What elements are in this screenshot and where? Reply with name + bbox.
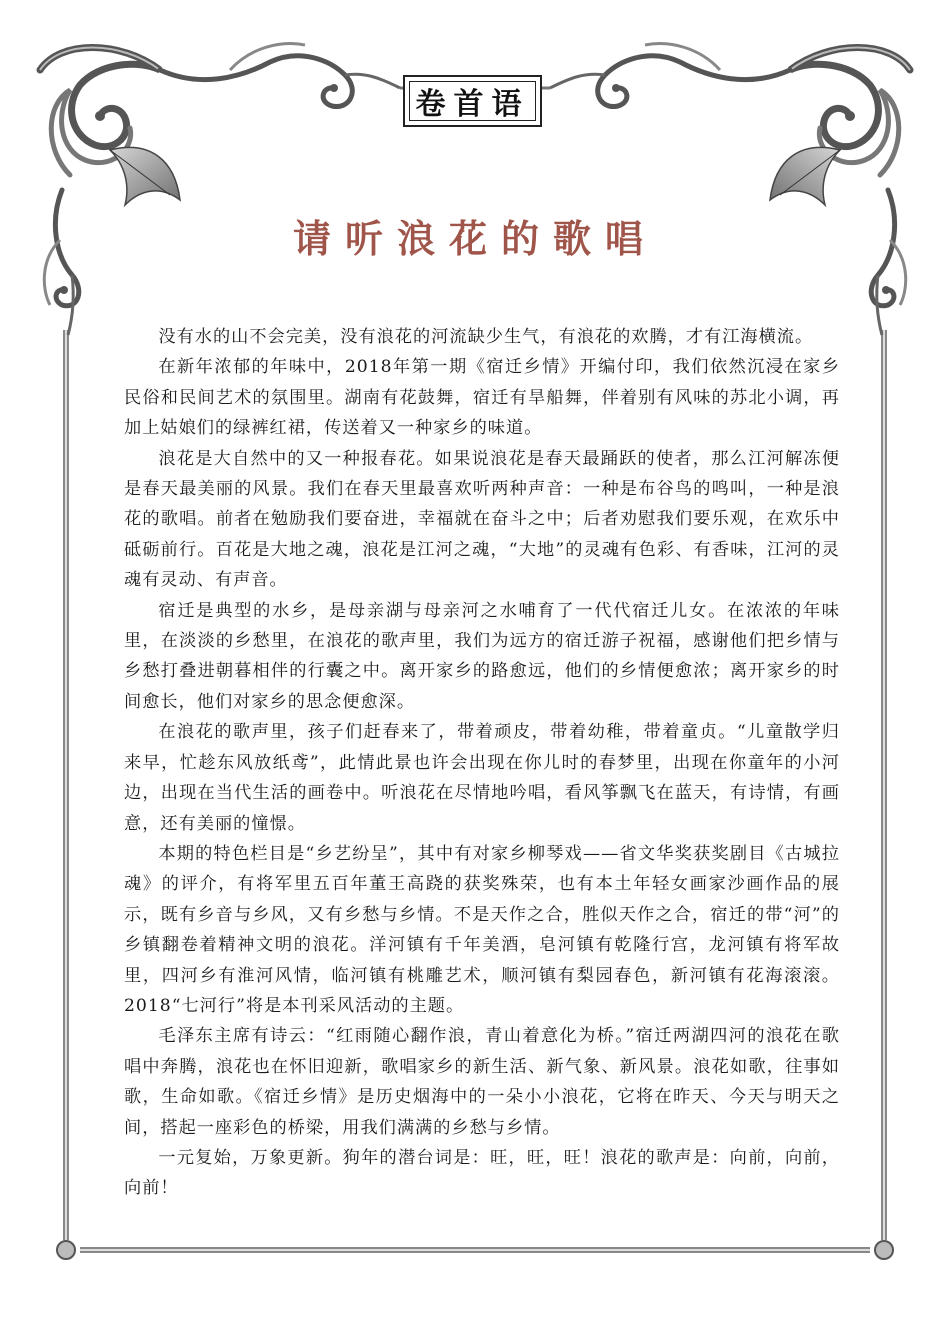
section-label: 卷首语 xyxy=(415,87,530,122)
paragraph: 没有水的山不会完美，没有浪花的河流缺少生气，有浪花的欢腾，才有江海横流。 xyxy=(158,327,814,347)
paragraph: 宿迁是典型的水乡，是母亲湖与母亲河之水哺育了一代代宿迁儿女。在浓浓的年味里，在淡淡的乡愁里，在浪花的歌声里，我们为远方的宿迁游子祝福，感谢他们把乡情与乡愁打叠进朝暮相伴的行囊之中。离开家乡的路愈远，他们的乡情便愈浓；离开家乡的时间愈长，他们对家乡的思念便愈深。 xyxy=(124,600,840,712)
paragraph: 浪花是大自然中的又一种报春花。如果说浪花是春天最踊跃的使者，那么江河解冻便是春天最美丽的风景。我们在春天里最喜欢听两种声音：一种是布谷鸟的鸣叫，一种是浪花的歌唱。前者在勉励我们要奋进，幸福就在奋斗之中；后者劝慰我们要乐观，在欢乐中砥砺前行。百花是大地之魂，浪花是江河之魂，“大地”的灵魂有色彩、有香味，江河的灵魂有灵动、有声音。 xyxy=(124,448,840,591)
paragraph: 本期的特色栏目是“乡艺纷呈”，其中有对家乡柳琴戏——省文华奖获奖剧目《古城拉魂》的评介，有将军里五百年董王高跷的获奖殊荣，也有本土年轻女画家沙画作品的展示，既有乡音与乡风，又有乡愁与乡情。不是天作之合，胜似天作之合，宿迁的带“河”的乡镇翻卷着精神文明的浪花。洋河镇有千年美酒，皂河镇有乾隆行宫，龙河镇有将军故里，四河乡有淮河风情，临河镇有桃雕艺术，顺河镇有梨园春色，新河镇有花海滚滚。2018“七河行”将是本刊采风活动的主题。 xyxy=(124,843,840,1016)
article-title: 请听浪花的歌唱 xyxy=(292,216,657,261)
paragraph: 在新年浓郁的年味中，2018年第一期《宿迁乡情》开编付印，我们依然沉浸在家乡民俗和民间艺术的氛围里。湖南有花鼓舞，宿迁有旱船舞，伴着别有风味的苏北小调，再加上姑娘们的绿裤红裙，传送着又一种家乡的味道。 xyxy=(124,357,840,439)
section-label-box xyxy=(403,75,542,127)
article-body xyxy=(124,322,840,1204)
paragraph: 一元复始，万象更新。狗年的潜台词是：旺，旺，旺！浪花的歌声是：向前，向前，向前！ xyxy=(124,1147,840,1199)
paragraph: 毛泽东主席有诗云：“红雨随心翻作浪，青山着意化为桥。”宿迁两湖四河的浪花在歌唱中奔腾，浪花也在怀旧迎新，歌唱家乡的新生活、新气象、新风景。浪花如歌，往事如歌，生命如歌。《宿迁乡情》是历史烟海中的一朵小小浪花，它将在昨天、今天与明天之间，搭起一座彩色的桥梁，用我们满满的乡愁与乡情。 xyxy=(124,1026,840,1138)
paragraph: 在浪花的歌声里，孩子们赶春来了，带着顽皮，带着幼稚，带着童贞。“儿童散学归来早，忙趁东风放纸鸢”，此情此景也许会出现在你儿时的春梦里，出现在你童年的小河边，出现在当代生活的画卷中。听浪花在尽情地吟唱，看风筝飘飞在蓝天，有诗情，有画意，还有美丽的憧憬。 xyxy=(124,722,840,834)
